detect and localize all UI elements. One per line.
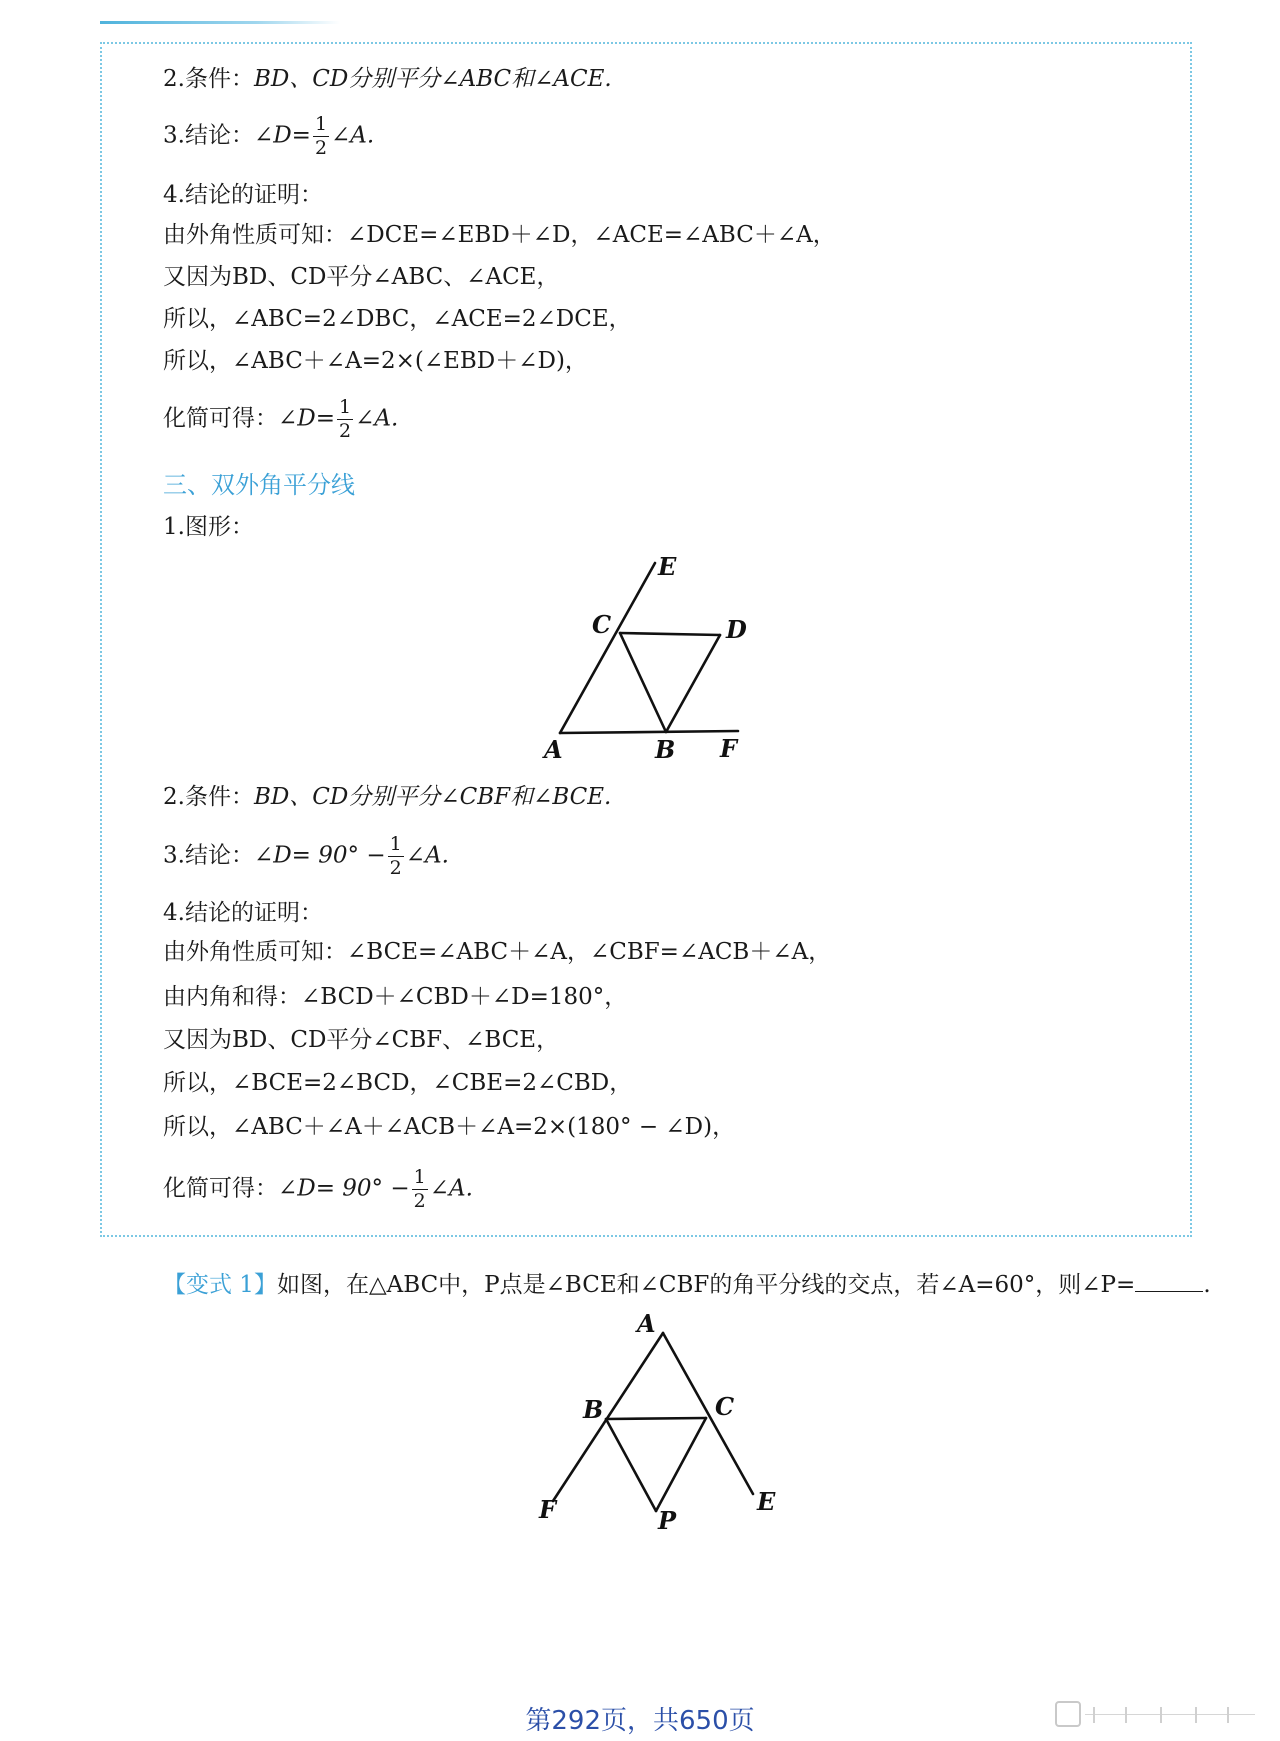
point-label-C: C bbox=[592, 610, 612, 639]
scrollbar-tick bbox=[1227, 1707, 1229, 1723]
s3-simplify-label: 化简可得： bbox=[163, 1175, 278, 1202]
s2-simplify-label: 化简可得： bbox=[163, 405, 278, 432]
line-B-C bbox=[606, 1418, 706, 1419]
s3-simplify-post: ∠A. bbox=[429, 1175, 473, 1202]
line-A-F bbox=[553, 1333, 663, 1501]
point-label-F: F bbox=[539, 1495, 557, 1524]
s3-proof-line: 所以，∠BCE=2∠BCD，∠CBE=2∠CBD， bbox=[163, 1070, 633, 1096]
line-A-F bbox=[560, 731, 738, 733]
fraction-numerator: 1 bbox=[314, 113, 328, 135]
s2-conclusion bbox=[163, 115, 374, 158]
point-label-B: B bbox=[583, 1395, 604, 1424]
s2-proof-line: 由外角性质可知：∠DCE=∠EBD＋∠D，∠ACE=∠ABC＋∠A， bbox=[163, 222, 836, 248]
scrollbar-tick bbox=[1093, 1707, 1095, 1723]
s2-simplify-fraction bbox=[337, 398, 353, 441]
s3-condition-label: 2.条件： bbox=[163, 784, 254, 810]
fraction-denominator: 2 bbox=[314, 137, 328, 159]
scrollbar-tick bbox=[1125, 1707, 1127, 1723]
scrollbar-tick bbox=[1195, 1707, 1197, 1723]
s3-condition-expr: BD、CD分别平分∠CBF和∠BCE. bbox=[253, 784, 612, 810]
fraction-denominator: 2 bbox=[413, 1190, 426, 1212]
line-B-D bbox=[666, 635, 720, 732]
point-label-A: A bbox=[544, 735, 563, 764]
line-C-D bbox=[620, 633, 720, 635]
page-number: 第292页，共650页 bbox=[525, 1706, 755, 1736]
fraction-numerator: 1 bbox=[338, 396, 352, 418]
answer-blank bbox=[1135, 1271, 1203, 1292]
section-heading: 三、双外角平分线 bbox=[163, 471, 355, 499]
s3-simplify-pre: ∠D= 90° − bbox=[278, 1175, 410, 1202]
s3-conclusion-label: 3.结论： bbox=[163, 842, 254, 869]
point-label-E: E bbox=[757, 1487, 776, 1516]
s2-condition-expr: BD、CD分别平分∠ABC和∠ACE. bbox=[253, 66, 612, 92]
line-A-E bbox=[663, 1333, 753, 1494]
point-label-E: E bbox=[658, 552, 677, 581]
variant-tag: 【变式 1】 bbox=[163, 1272, 277, 1298]
variant-end: . bbox=[1203, 1272, 1211, 1298]
s3-figure-label: 1.图形： bbox=[163, 514, 254, 540]
s3-proof-title: 4.结论的证明： bbox=[163, 900, 323, 926]
s2-condition bbox=[163, 64, 612, 94]
s3-proof-line: 由内角和得：∠BCD＋∠CBD＋∠D=180°， bbox=[163, 984, 628, 1010]
s2-simplify-post: ∠A. bbox=[355, 405, 399, 432]
variant-question: 如图，在△ABC中，P点是∠BCE和∠CBF的角平分线的交点，若∠A=60°，则∠P= bbox=[276, 1272, 1136, 1298]
s2-proof-line: 又因为BD、CD平分∠ABC、∠ACE， bbox=[163, 264, 560, 290]
fraction-numerator: 1 bbox=[413, 1166, 426, 1188]
s3-proof-line: 又因为BD、CD平分∠CBF、∠BCE， bbox=[163, 1027, 560, 1053]
scrollbar-thumb[interactable] bbox=[1055, 1701, 1081, 1727]
point-label-C: C bbox=[715, 1392, 735, 1421]
line-B-P bbox=[606, 1419, 656, 1511]
s2-proof-line: 所以，∠ABC＋∠A=2×(∠EBD＋∠D)， bbox=[163, 348, 588, 374]
s3-proof-line: 由外角性质可知：∠BCE=∠ABC＋∠A，∠CBF=∠ACB＋∠A， bbox=[163, 939, 832, 965]
s2-conclusion-post: ∠A. bbox=[331, 122, 375, 149]
scrollbar-tick bbox=[1160, 1707, 1162, 1723]
line-C-B bbox=[620, 633, 666, 732]
line-C-P bbox=[656, 1418, 706, 1511]
fraction-numerator: 1 bbox=[389, 833, 402, 855]
fraction-denominator: 2 bbox=[389, 857, 402, 879]
point-label-F: F bbox=[720, 734, 738, 763]
point-label-D: D bbox=[726, 615, 747, 644]
s3-conclusion-fraction bbox=[388, 835, 404, 878]
s2-conclusion-fraction bbox=[313, 115, 329, 158]
variant-exercise bbox=[163, 1270, 1211, 1300]
s3-condition bbox=[163, 782, 611, 812]
s3-simplify-fraction bbox=[412, 1168, 428, 1211]
s3-proof-line: 所以，∠ABC＋∠A＋∠ACB＋∠A=2×(180° − ∠D)， bbox=[163, 1114, 736, 1140]
s2-proof-line: 所以，∠ABC=2∠DBC，∠ACE=2∠DCE， bbox=[163, 306, 632, 332]
fraction-denominator: 2 bbox=[338, 420, 352, 442]
page-scrollbar[interactable] bbox=[1055, 1701, 1255, 1729]
s3-geometry-figure bbox=[540, 552, 770, 765]
s3-conclusion bbox=[163, 835, 449, 878]
s2-proof-title: 4.结论的证明： bbox=[163, 182, 323, 208]
s3-conclusion-post: ∠A. bbox=[405, 842, 449, 869]
s2-simplify bbox=[163, 398, 398, 441]
scrollbar-track bbox=[1085, 1714, 1255, 1715]
s3-conclusion-pre: ∠D= 90° − bbox=[253, 842, 386, 869]
s2-simplify-pre: ∠D= bbox=[278, 405, 335, 432]
line-A-E bbox=[560, 563, 655, 733]
point-label-B: B bbox=[655, 735, 676, 764]
point-label-P: P bbox=[658, 1506, 677, 1535]
point-label-A: A bbox=[637, 1309, 656, 1338]
variant-geometry-figure bbox=[535, 1309, 795, 1535]
s2-conclusion-label: 3.结论： bbox=[163, 122, 254, 149]
s3-simplify bbox=[163, 1168, 473, 1211]
top-decorative-rule bbox=[100, 21, 340, 24]
s2-condition-label: 2.条件： bbox=[163, 66, 254, 92]
s2-conclusion-pre: ∠D= bbox=[253, 122, 311, 149]
